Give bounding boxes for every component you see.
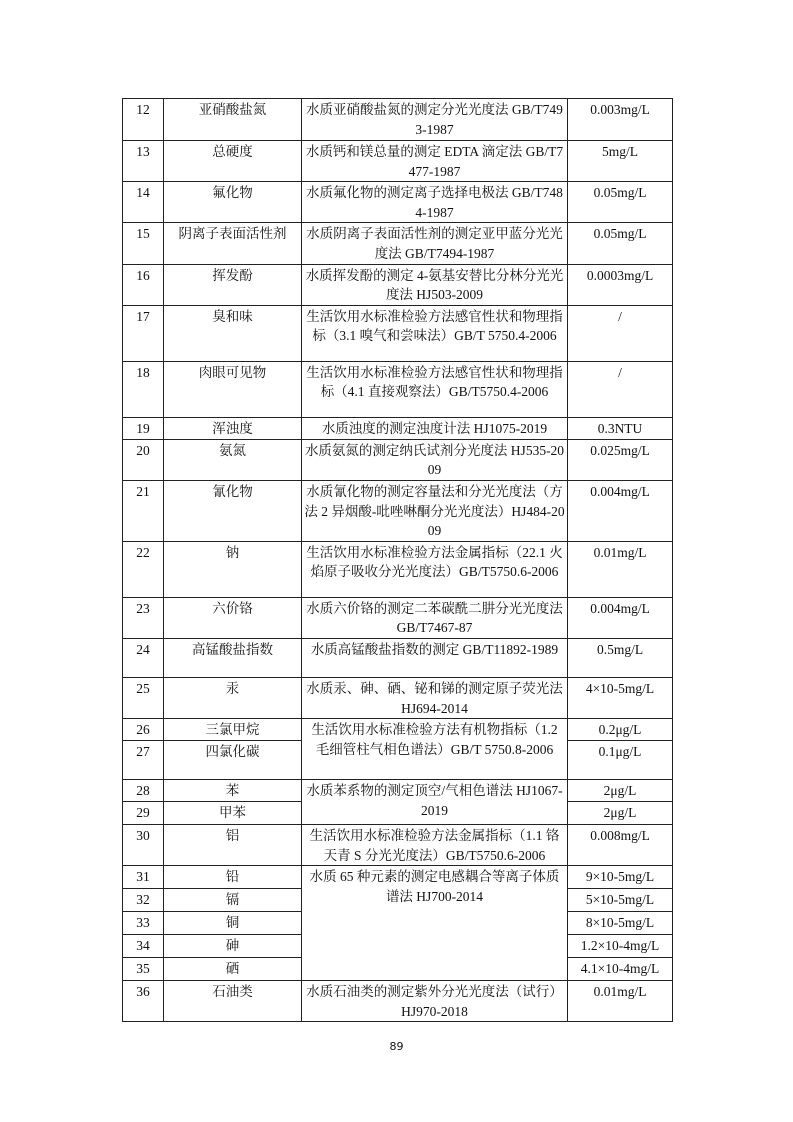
row-number: 17 bbox=[123, 305, 164, 361]
row-number: 23 bbox=[123, 597, 164, 638]
item-name: 苯 bbox=[164, 780, 302, 802]
item-name: 砷 bbox=[164, 935, 302, 958]
detection-limit: 0.008mg/L bbox=[568, 825, 673, 866]
item-name: 挥发酚 bbox=[164, 264, 302, 305]
row-number: 31 bbox=[123, 866, 164, 889]
method: 生活饮用水标准检验方法金属指标（22.1 火焰原子吸收分光光度法）GB/T5750.6-2006 bbox=[302, 541, 568, 597]
detection-method-table bbox=[122, 98, 673, 1022]
detection-limit: 0.01mg/L bbox=[568, 541, 673, 597]
row-number: 18 bbox=[123, 361, 164, 417]
item-name: 镉 bbox=[164, 889, 302, 912]
detection-limit: 5mg/L bbox=[568, 141, 673, 182]
item-name: 六价铬 bbox=[164, 597, 302, 638]
method: 水质 65 种元素的测定电感耦合等离子体质谱法 HJ700-2014 bbox=[302, 866, 568, 981]
item-name: 甲苯 bbox=[164, 802, 302, 825]
item-name: 阴离子表面活性剂 bbox=[164, 223, 302, 264]
method: 生活饮用水标准检验方法感官性状和物理指标（4.1 直接观察法）GB/T5750.4-2006 bbox=[302, 361, 568, 417]
table-row bbox=[123, 541, 673, 597]
detection-limit: 0.05mg/L bbox=[568, 223, 673, 264]
table-row bbox=[123, 182, 673, 223]
table-row bbox=[123, 264, 673, 305]
method: 水质汞、砷、硒、铋和锑的测定原子荧光法 HJ694-2014 bbox=[302, 677, 568, 718]
detection-limit: 1.2×10-4mg/L bbox=[568, 935, 673, 958]
row-number: 30 bbox=[123, 825, 164, 866]
method: 水质氨氮的测定纳氏试剂分光度法 HJ535-2009 bbox=[302, 439, 568, 480]
table-row bbox=[123, 439, 673, 480]
table-row bbox=[123, 141, 673, 182]
table-row bbox=[123, 719, 673, 741]
page-number: 89 bbox=[389, 1040, 404, 1053]
row-number: 32 bbox=[123, 889, 164, 912]
item-name: 铅 bbox=[164, 866, 302, 889]
method: 水质氰化物的测定容量法和分光光度法（方法 2 异烟酸-吡唑啉酮分光光度法）HJ484-2009 bbox=[302, 480, 568, 541]
table-row bbox=[123, 825, 673, 866]
method: 水质钙和镁总量的测定 EDTA 滴定法 GB/T7477-1987 bbox=[302, 141, 568, 182]
method: 生活饮用水标准检验方法金属指标（1.1 铬天青 S 分光光度法）GB/T5750.6-2006 bbox=[302, 825, 568, 866]
row-number: 21 bbox=[123, 480, 164, 541]
method: 生活饮用水标准检验方法有机物指标（1.2 毛细管柱气相色谱法）GB/T 5750.8-2006 bbox=[302, 719, 568, 780]
method: 水质浊度的测定浊度计法 HJ1075-2019 bbox=[302, 417, 568, 439]
row-number: 34 bbox=[123, 935, 164, 958]
detection-limit: 0.2μg/L bbox=[568, 719, 673, 741]
method: 水质氟化物的测定离子选择电极法 GB/T7484-1987 bbox=[302, 182, 568, 223]
detection-limit: 5×10-5mg/L bbox=[568, 889, 673, 912]
detection-limit: 4×10-5mg/L bbox=[568, 677, 673, 718]
detection-limit: 9×10-5mg/L bbox=[568, 866, 673, 889]
detection-limit: 0.0003mg/L bbox=[568, 264, 673, 305]
item-name: 浑浊度 bbox=[164, 417, 302, 439]
detection-limit: 2μg/L bbox=[568, 802, 673, 825]
item-name: 氰化物 bbox=[164, 480, 302, 541]
item-name: 石油类 bbox=[164, 981, 302, 1022]
table-row bbox=[123, 981, 673, 1022]
item-name: 氟化物 bbox=[164, 182, 302, 223]
detection-limit: 0.003mg/L bbox=[568, 99, 673, 141]
table-row bbox=[123, 99, 673, 141]
item-name: 四氯化碳 bbox=[164, 741, 302, 780]
table-row bbox=[123, 597, 673, 638]
item-name: 臭和味 bbox=[164, 305, 302, 361]
item-name: 铝 bbox=[164, 825, 302, 866]
row-number: 15 bbox=[123, 223, 164, 264]
detection-limit: 2μg/L bbox=[568, 780, 673, 802]
item-name: 钠 bbox=[164, 541, 302, 597]
row-number: 29 bbox=[123, 802, 164, 825]
detection-limit: 4.1×10-4mg/L bbox=[568, 958, 673, 981]
row-number: 19 bbox=[123, 417, 164, 439]
row-number: 16 bbox=[123, 264, 164, 305]
item-name: 高锰酸盐指数 bbox=[164, 638, 302, 677]
item-name: 硒 bbox=[164, 958, 302, 981]
row-number: 24 bbox=[123, 638, 164, 677]
table-row bbox=[123, 780, 673, 802]
table-row bbox=[123, 677, 673, 718]
method: 生活饮用水标准检验方法感官性状和物理指标（3.1 嗅气和尝味法）GB/T 5750.4-2006 bbox=[302, 305, 568, 361]
row-number: 22 bbox=[123, 541, 164, 597]
row-number: 28 bbox=[123, 780, 164, 802]
detection-limit: 0.004mg/L bbox=[568, 480, 673, 541]
item-name: 亚硝酸盐氮 bbox=[164, 99, 302, 141]
row-number: 26 bbox=[123, 719, 164, 741]
method: 水质阴离子表面活性剂的测定亚甲蓝分光光度法 GB/T7494-1987 bbox=[302, 223, 568, 264]
table-row bbox=[123, 480, 673, 541]
detection-limit: 0.5mg/L bbox=[568, 638, 673, 677]
item-name: 总硬度 bbox=[164, 141, 302, 182]
row-number: 27 bbox=[123, 741, 164, 780]
detection-limit: / bbox=[568, 361, 673, 417]
table-row bbox=[123, 305, 673, 361]
item-name: 氨氮 bbox=[164, 439, 302, 480]
table-row bbox=[123, 417, 673, 439]
detection-limit: 0.025mg/L bbox=[568, 439, 673, 480]
row-number: 20 bbox=[123, 439, 164, 480]
table-row bbox=[123, 638, 673, 677]
method: 水质高锰酸盐指数的测定 GB/T11892-1989 bbox=[302, 638, 568, 677]
method: 水质亚硝酸盐氮的测定分光光度法 GB/T7493-1987 bbox=[302, 99, 568, 141]
detection-limit: 0.01mg/L bbox=[568, 981, 673, 1022]
item-name: 三氯甲烷 bbox=[164, 719, 302, 741]
detection-limit: 0.004mg/L bbox=[568, 597, 673, 638]
method: 水质六价铬的测定二苯碳酰二肼分光光度法 GB/T7467-87 bbox=[302, 597, 568, 638]
row-number: 25 bbox=[123, 677, 164, 718]
method: 水质苯系物的测定顶空/气相色谱法 HJ1067-2019 bbox=[302, 780, 568, 825]
table-row bbox=[123, 866, 673, 889]
row-number: 35 bbox=[123, 958, 164, 981]
detection-limit: / bbox=[568, 305, 673, 361]
detection-limit: 8×10-5mg/L bbox=[568, 912, 673, 935]
table-row bbox=[123, 223, 673, 264]
item-name: 铜 bbox=[164, 912, 302, 935]
row-number: 36 bbox=[123, 981, 164, 1022]
row-number: 12 bbox=[123, 99, 164, 141]
row-number: 33 bbox=[123, 912, 164, 935]
row-number: 14 bbox=[123, 182, 164, 223]
item-name: 肉眼可见物 bbox=[164, 361, 302, 417]
detection-limit: 0.3NTU bbox=[568, 417, 673, 439]
item-name: 汞 bbox=[164, 677, 302, 718]
table-row bbox=[123, 361, 673, 417]
method: 水质挥发酚的测定 4-氨基安替比分林分光光度法 HJ503-2009 bbox=[302, 264, 568, 305]
detection-limit: 0.05mg/L bbox=[568, 182, 673, 223]
row-number: 13 bbox=[123, 141, 164, 182]
method: 水质石油类的测定紫外分光光度法（试行）HJ970-2018 bbox=[302, 981, 568, 1022]
detection-limit: 0.1μg/L bbox=[568, 741, 673, 780]
